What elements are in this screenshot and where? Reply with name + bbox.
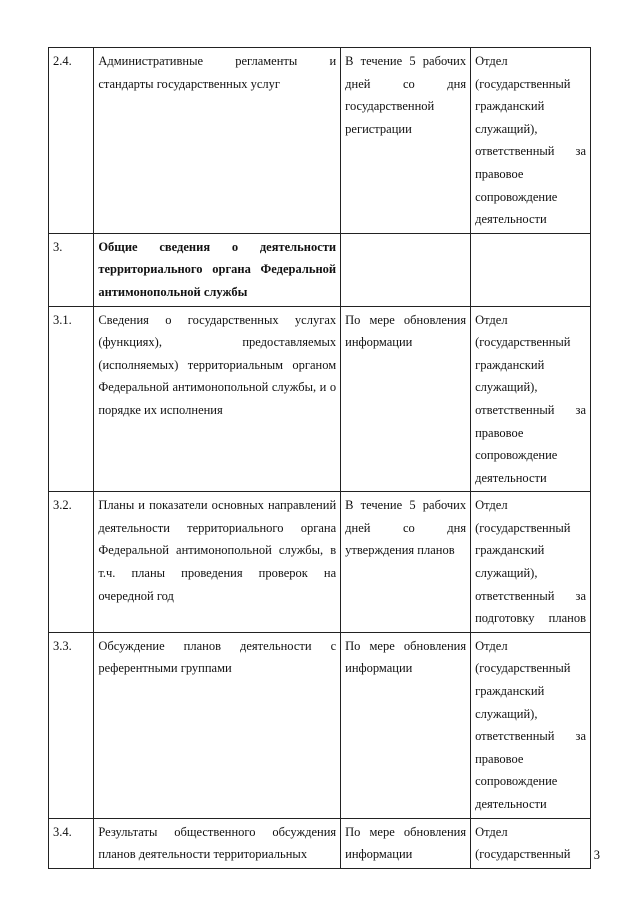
row-number: 3.3. xyxy=(49,632,94,818)
row-number: 3.2. xyxy=(49,492,94,633)
responsible-line: (государственный xyxy=(475,335,571,350)
responsible-line: деятельности xyxy=(475,797,547,811)
responsible-line: Отдел xyxy=(475,498,508,513)
responsible-line: сопровождение xyxy=(475,774,558,789)
responsible-line: подготовку планов xyxy=(475,611,586,626)
responsible-line: служащий), xyxy=(475,121,538,136)
responsible-line: служащий), xyxy=(475,380,538,395)
publication-term: По мере обновления информации xyxy=(341,632,471,818)
publication-term xyxy=(341,233,471,306)
responsible-line: деятельности xyxy=(475,470,547,485)
responsible-line: ответственный за xyxy=(475,402,586,417)
responsible-line: гражданский xyxy=(475,684,545,699)
responsible-line: гражданский xyxy=(475,543,545,558)
information-type: Обсуждение планов деятельности с референтными группами xyxy=(94,632,341,818)
responsible-line: (государственный xyxy=(475,76,571,91)
row-number: 3. xyxy=(49,233,94,306)
responsible-line: Отдел xyxy=(475,54,508,68)
responsible-line: деятельности xyxy=(475,212,547,227)
responsible-unit xyxy=(471,818,591,868)
responsible-unit xyxy=(471,306,591,492)
responsible-line: сопровождение xyxy=(475,189,558,204)
responsible-line: (государственный xyxy=(475,520,571,535)
row-number: 2.4. xyxy=(49,48,94,234)
responsible-line: служащий), xyxy=(475,706,538,721)
responsible-line: служащий), xyxy=(475,566,538,581)
responsible-line: гражданский xyxy=(475,357,545,372)
responsible-line: (государственный xyxy=(475,847,571,862)
publication-term: По мере обновления информации xyxy=(341,818,471,868)
responsible-unit xyxy=(471,632,591,818)
responsible-line: правовое xyxy=(475,751,524,766)
publication-term: По мере обновления информации xyxy=(341,306,471,492)
table-row xyxy=(49,306,591,492)
responsible-line: правовое xyxy=(475,166,524,181)
responsible-line: правовое xyxy=(475,425,524,440)
information-type: Административные регламенты и стандарты государственных услуг xyxy=(94,48,341,234)
responsible-unit xyxy=(471,492,591,633)
table-row xyxy=(49,818,591,868)
responsible-unit xyxy=(471,48,591,234)
responsible-line: гражданский xyxy=(475,99,545,114)
responsible-line: Отдел xyxy=(475,638,508,653)
responsible-unit xyxy=(471,233,591,306)
section-heading: Общие сведения о деятельности территориального органа Федеральной антимонопольной службы xyxy=(94,233,341,306)
responsible-line: ответственный за xyxy=(475,729,586,744)
table-row xyxy=(49,233,591,306)
page-number: 3 xyxy=(593,848,600,862)
responsible-line: (государственный xyxy=(475,661,571,676)
table-row xyxy=(49,492,591,633)
publication-term: В течение 5 рабочих дней со дня государственной регистрации xyxy=(341,48,471,234)
responsible-line: ответственный за xyxy=(475,144,586,159)
information-type: Планы и показатели основных направлений деятельности территориального органа Федеральной антимонопольной службы, в т.ч. планы проведения проверок на очередной год xyxy=(94,492,341,633)
information-type: Результаты общественного обсуждения планов деятельности территориальных xyxy=(94,818,341,868)
responsible-line: ответственный за xyxy=(475,588,586,603)
table-row xyxy=(49,632,591,818)
information-type: Сведения о государственных услугах (функциях), предоставляемых (исполняемых) территориальным органом Федеральной антимонопольной службы, и о порядке их исполнения xyxy=(94,306,341,492)
responsible-line: сопровождение xyxy=(475,448,558,463)
responsible-line: Отдел xyxy=(475,312,508,327)
table-row xyxy=(49,48,591,234)
row-number: 3.4. xyxy=(49,818,94,868)
responsible-line: Отдел xyxy=(475,824,508,839)
document-table xyxy=(48,47,591,869)
row-number: 3.1. xyxy=(49,306,94,492)
publication-term: В течение 5 рабочих дней со дня утверждения планов xyxy=(341,492,471,633)
